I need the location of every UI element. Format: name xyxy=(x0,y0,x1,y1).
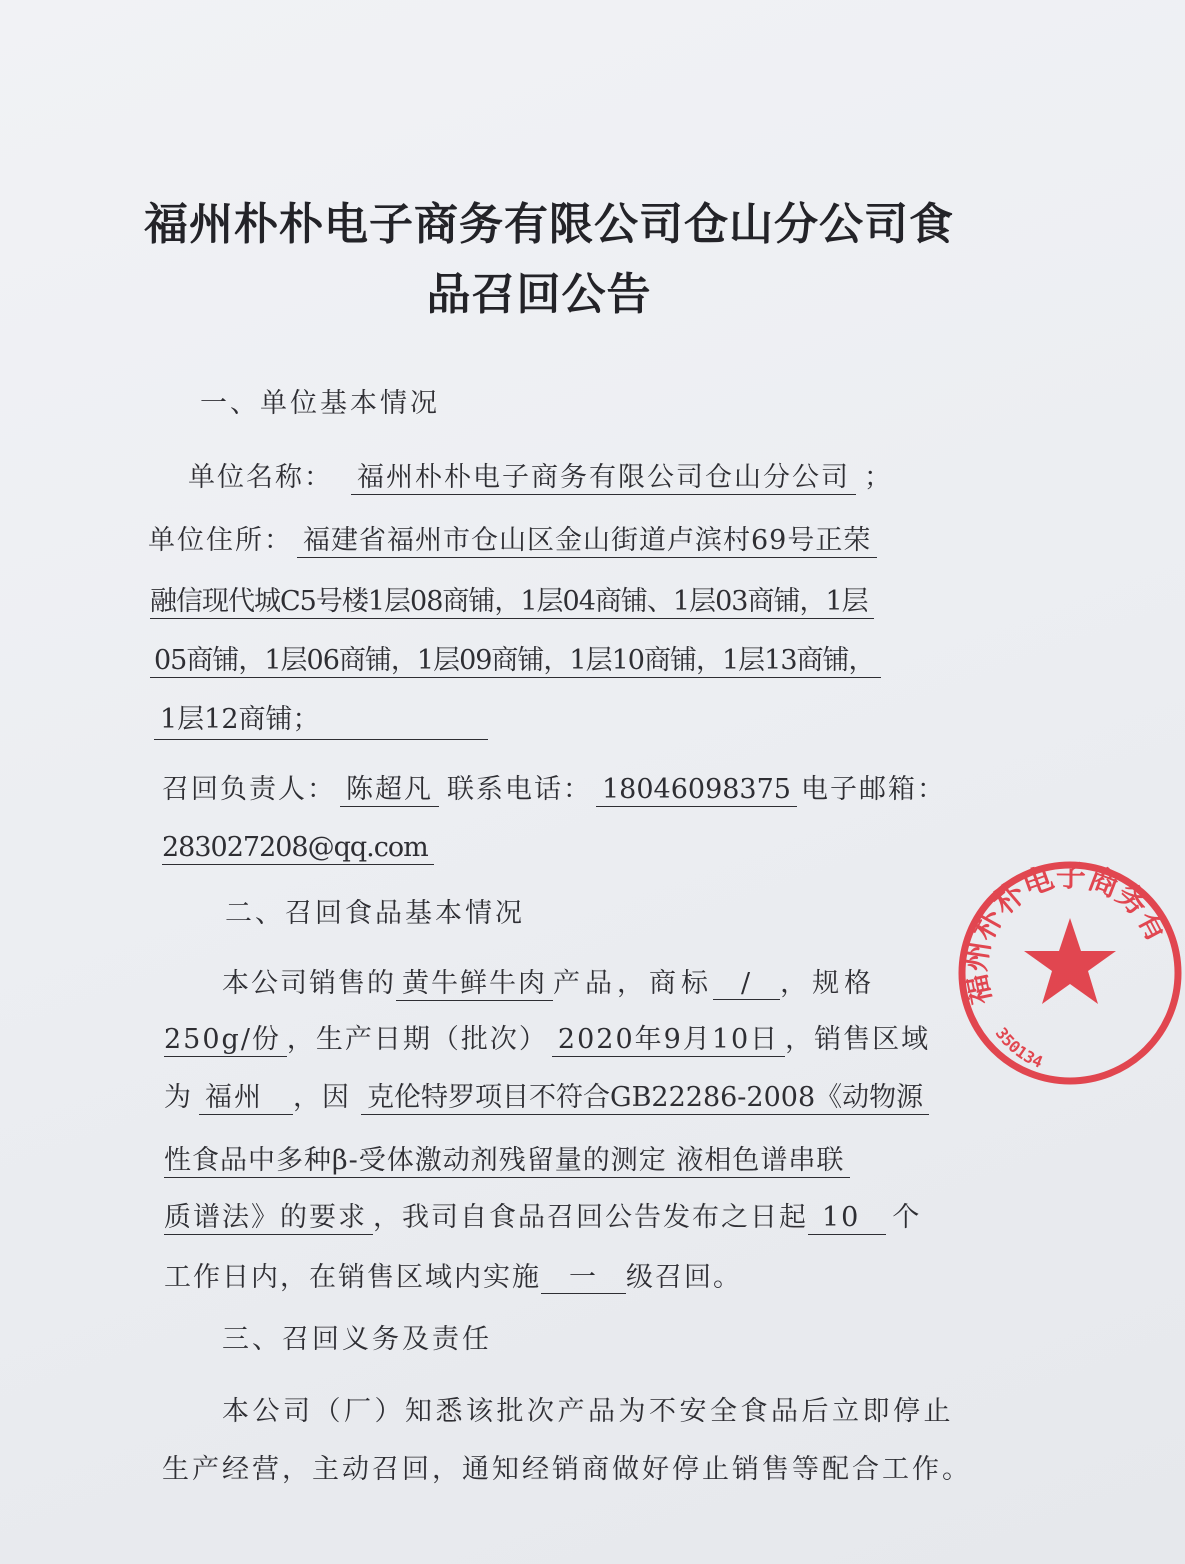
spec-value: 250g/份 xyxy=(164,1024,287,1057)
unit-name-line xyxy=(188,460,893,496)
text-fragment: ，因 xyxy=(293,1082,351,1113)
unit-address-line-3 xyxy=(150,643,881,679)
product-line-6 xyxy=(164,1260,742,1296)
text-fragment: ，规格 xyxy=(780,968,877,999)
recall-reason-2: 性食品中多种β-受体激动剂残留量的测定 液相色谱串联 xyxy=(164,1145,850,1178)
product-name: 黄牛鲜牛肉 xyxy=(396,968,553,1001)
unit-name-end: ； xyxy=(864,462,893,493)
contact-label: 召回负责人： xyxy=(162,774,336,805)
unit-address-value-3: 05商铺，1层06商铺，1层09商铺，1层10商铺，1层13商铺， xyxy=(150,645,881,678)
text-fragment: ，我司自食品召回公告发布之日起 xyxy=(373,1202,808,1233)
unit-address-line-2 xyxy=(150,584,874,620)
section-2-heading: 二、召回食品基本情况 xyxy=(225,898,525,929)
contact-value: 陈超凡 xyxy=(340,774,439,807)
seal-code: 350134 xyxy=(991,1023,1046,1072)
production-date: 2020年9月10日 xyxy=(552,1024,785,1057)
product-line-1 xyxy=(222,966,876,1002)
text-fragment: 本公司销售的 xyxy=(222,968,396,999)
email-value: 283027208@qq.com xyxy=(162,832,434,865)
seal-text: 福州朴朴电子商务有 xyxy=(958,859,1176,1008)
section-1-heading: 一、单位基本情况 xyxy=(200,388,440,419)
email-label: 电子邮箱： xyxy=(800,774,946,805)
document-title-line-2: 品召回公告 xyxy=(426,269,652,320)
official-seal-stamp xyxy=(955,858,1185,1088)
seal-star-icon xyxy=(1024,918,1116,1004)
unit-name-value: 福州朴朴电子商务有限公司仓山分公司 xyxy=(351,462,856,495)
phone-value: 18046098375 xyxy=(596,774,797,807)
product-line-2 xyxy=(164,1022,930,1058)
unit-address-line-4 xyxy=(154,702,488,740)
phone-label: 联系电话： xyxy=(447,774,592,805)
product-line-5 xyxy=(164,1200,921,1236)
product-line-4 xyxy=(164,1143,850,1179)
unit-address-label: 单位住所： xyxy=(148,525,293,556)
section-3-para-line-2: 生产经营，主动召回，通知经销商做好停止销售等配合工作。 xyxy=(162,1454,972,1485)
text-fragment: 级召回。 xyxy=(626,1262,742,1293)
recall-reason-1: 克伦特罗项目不符合GB22286-2008《动物源 xyxy=(361,1082,929,1115)
text-fragment: ，销售区域 xyxy=(785,1024,931,1055)
document-title-line-1: 福州朴朴电子商务有限公司仓山分公司食 xyxy=(144,199,954,250)
contact-line xyxy=(162,772,946,808)
brand-value: / xyxy=(713,968,780,1000)
sales-region: 福州 xyxy=(199,1082,293,1115)
text-fragment: ，生产日期（批次） xyxy=(286,1024,548,1055)
unit-address-line-1 xyxy=(148,523,877,559)
unit-address-value-4: 1层12商铺； xyxy=(154,702,488,740)
text-fragment: 工作日内，在销售区域内实施 xyxy=(164,1262,541,1293)
section-3-para-line-1: 本公司（厂）知悉该批次产品为不安全食品后立即停止 xyxy=(222,1396,954,1427)
text-fragment: 个 xyxy=(892,1202,922,1233)
recall-reason-3: 质谱法》的要求 xyxy=(164,1202,373,1235)
recall-level: 一 xyxy=(541,1262,626,1294)
unit-address-value-2: 融信现代城C5号楼1层08商铺，1层04商铺、1层03商铺，1层 xyxy=(150,586,874,619)
product-line-3 xyxy=(164,1080,929,1116)
text-fragment: 为 xyxy=(164,1082,193,1113)
email-line xyxy=(162,830,434,866)
recall-days: 10 xyxy=(808,1202,886,1235)
unit-name-label: 单位名称： xyxy=(188,462,333,493)
section-3-heading: 三、召回义务及责任 xyxy=(222,1324,492,1355)
unit-address-value-1: 福建省福州市仓山区金山街道卢滨村69号正荣 xyxy=(297,525,877,558)
text-fragment: 产品，商标 xyxy=(553,968,713,999)
